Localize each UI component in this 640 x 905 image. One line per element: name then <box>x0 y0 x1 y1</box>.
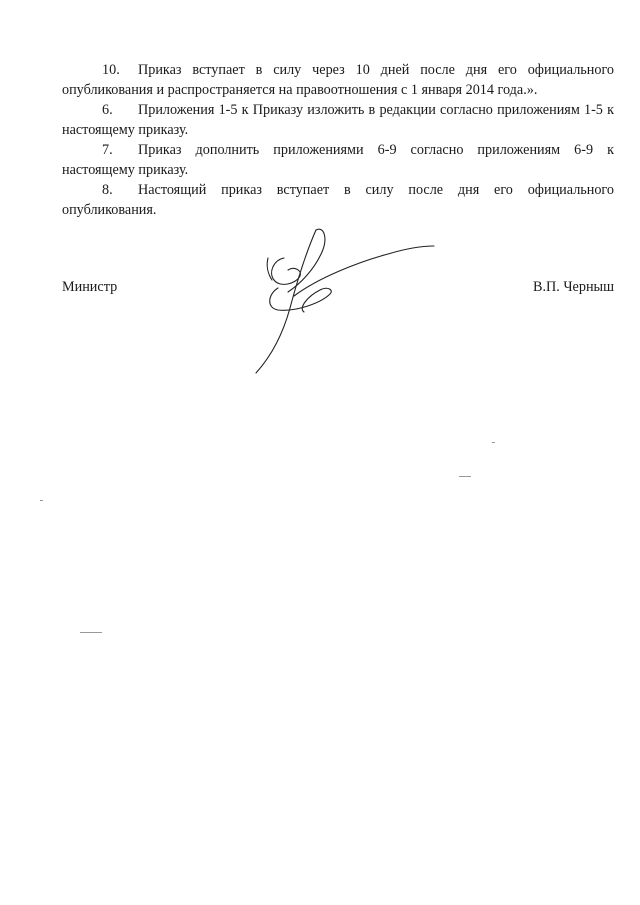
scan-speck <box>80 632 102 633</box>
position-title: Министр <box>62 279 118 295</box>
paragraph-8 <box>62 180 614 220</box>
paragraph-number: 8. <box>102 182 113 198</box>
paragraph-text: Настоящий приказ вступает в силу после дня его официального опубликования. <box>62 182 614 218</box>
scan-speck <box>492 442 495 443</box>
paragraph-number: 7. <box>102 142 113 158</box>
paragraph-number: 10. <box>102 62 120 78</box>
paragraph-6 <box>62 100 614 140</box>
paragraph-text: Приказ дополнить приложениями 6-9 согласно приложениям 6-9 к настоящему приказу. <box>62 142 614 178</box>
paragraph-10 <box>62 60 614 100</box>
signatory-name: В.П. Черныш <box>532 279 614 295</box>
paragraph-text: Приказ вступает в силу через 10 дней после дня его официального опубликования и распространяется на правоотношения с 1 января 2014 года.». <box>62 62 614 98</box>
handwritten-signature <box>238 218 448 378</box>
paragraph-7 <box>62 140 614 180</box>
paragraph-number: 6. <box>102 102 113 118</box>
scan-speck <box>40 500 43 501</box>
scan-speck <box>459 476 471 477</box>
paragraph-text: Приложения 1-5 к Приказу изложить в редакции согласно приложениям 1-5 к настоящему приказу. <box>62 102 614 138</box>
